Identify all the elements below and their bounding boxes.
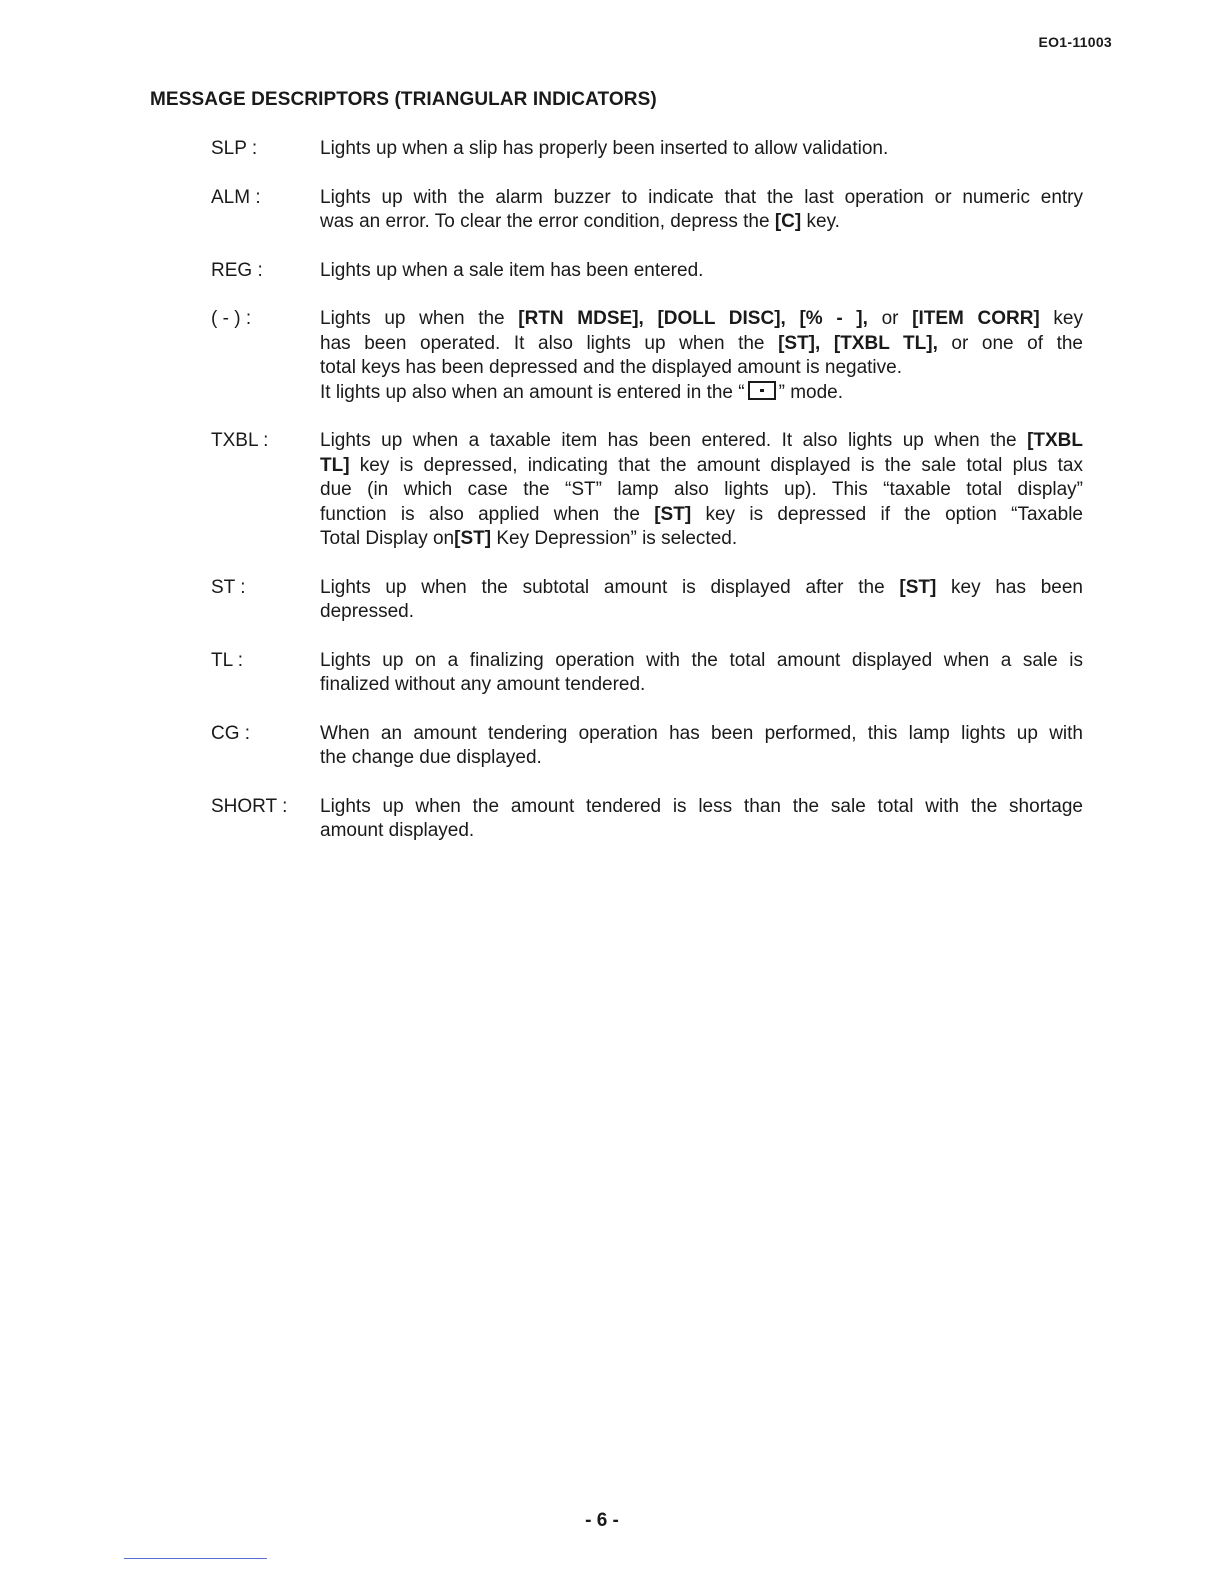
descriptor-term: ( - ) :: [211, 308, 252, 329]
description-line: Lights up when the amount tendered is less than the sale total with the shortage: [320, 795, 1083, 817]
descriptor-description: [320, 649, 1083, 698]
description-line: [320, 307, 1083, 332]
key-reference: [ST], [TXBL TL],: [778, 332, 938, 354]
description-line: Lights up with the alarm buzzer to indicate that the last operation or numeric entry: [320, 186, 1083, 208]
descriptor-minus: [211, 307, 1083, 405]
descriptor-term: TXBL :: [211, 430, 269, 451]
description-line: [320, 454, 1083, 479]
key-reference: [RTN MDSE], [DOLL DISC], [% - ],: [518, 308, 868, 329]
description-line: [320, 503, 1083, 528]
descriptor-txbl: [211, 429, 1083, 552]
description-text: Lights up when the: [320, 308, 519, 329]
description-text: or one of the: [937, 332, 1083, 354]
description-line: the change due displayed.: [320, 747, 542, 768]
description-text: key: [1039, 308, 1083, 329]
description-text: It lights up also when an amount is entered in the “: [320, 381, 745, 403]
description-text: ” mode.: [778, 381, 844, 403]
descriptor-tl: [211, 649, 1083, 698]
key-reference: [ST]: [454, 528, 492, 549]
document-number: EO1-11003: [1038, 34, 1112, 50]
description-line: Lights up on a finalizing operation with the total amount displayed when a sale is: [320, 649, 1083, 671]
description-line: [320, 210, 1083, 235]
descriptor-description: [320, 137, 1083, 162]
description-text: key is depressed if the option “Taxable: [691, 503, 1083, 525]
description-text: was an error. To clear the error condition, depress the: [320, 211, 775, 232]
description-line: Lights up when a slip has properly been inserted to allow validation.: [320, 138, 889, 159]
descriptor-st: [211, 576, 1083, 625]
key-reference: TL]: [320, 454, 350, 476]
description-line: [320, 332, 1083, 357]
descriptor-term: ALM :: [211, 186, 261, 208]
key-reference: [C]: [774, 211, 802, 232]
description-text: or: [867, 308, 913, 329]
description-line: [320, 429, 1083, 454]
descriptor-cg: [211, 722, 1083, 771]
description-line: [320, 527, 1083, 552]
description-line: depressed.: [320, 601, 415, 622]
description-text: Key Depression” is selected.: [491, 528, 738, 549]
description-line: When an amount tendering operation has been performed, this lamp lights up with: [320, 722, 1083, 744]
descriptor-term: ST :: [211, 576, 246, 598]
descriptor-reg: [211, 259, 1083, 284]
descriptor-description: [320, 307, 1083, 405]
descriptor-description: [320, 186, 1083, 235]
description-text: key.: [801, 211, 840, 232]
description-line: total keys has been depressed and the displayed amount is negative.: [320, 357, 902, 378]
description-text: key has been: [936, 576, 1083, 598]
descriptor-list: [211, 137, 1083, 868]
descriptor-description: [320, 429, 1083, 552]
mode-key-icon: [748, 381, 776, 400]
key-reference: [ST]: [654, 503, 692, 525]
description-line: amount displayed.: [320, 820, 475, 841]
description-text: has been operated. It also lights up when the: [320, 332, 779, 354]
descriptor-description: [320, 259, 1083, 284]
description-text: Lights up when a taxable item has been entered. It also lights up when the: [320, 430, 1028, 451]
description-line: [320, 381, 1083, 406]
descriptor-term: CG :: [211, 722, 251, 744]
descriptor-description: [320, 795, 1083, 844]
description-line: finalized without any amount tendered.: [320, 674, 646, 695]
description-line: due (in which case the “ST” lamp also lights up). This “taxable total display”: [320, 479, 1083, 500]
section-heading: MESSAGE DESCRIPTORS (TRIANGULAR INDICATORS): [150, 89, 657, 110]
description-text: function is also applied when the: [320, 503, 655, 525]
description-line: [320, 576, 1083, 601]
key-reference: [TXBL: [1027, 430, 1083, 451]
page-number: - 6 -: [585, 1510, 619, 1531]
footer-rule: [124, 1558, 267, 1559]
key-reference: [ST]: [899, 576, 937, 598]
key-reference: [ITEM CORR]: [912, 308, 1040, 329]
descriptor-alm: [211, 186, 1083, 235]
description-text: key is depressed, indicating that the amount displayed is the sale total plus tax: [349, 454, 1083, 476]
descriptor-description: [320, 722, 1083, 771]
description-line: Lights up when a sale item has been entered.: [320, 259, 704, 281]
descriptor-term: SLP :: [211, 138, 258, 159]
descriptor-term: SHORT :: [211, 795, 288, 817]
descriptor-term: TL :: [211, 649, 244, 671]
descriptor-short: [211, 795, 1083, 844]
descriptor-description: [320, 576, 1083, 625]
descriptor-slp: [211, 137, 1083, 162]
descriptor-term: REG :: [211, 259, 263, 281]
description-text: Total Display on: [320, 528, 455, 549]
description-text: Lights up when the subtotal amount is displayed after the: [320, 576, 900, 598]
